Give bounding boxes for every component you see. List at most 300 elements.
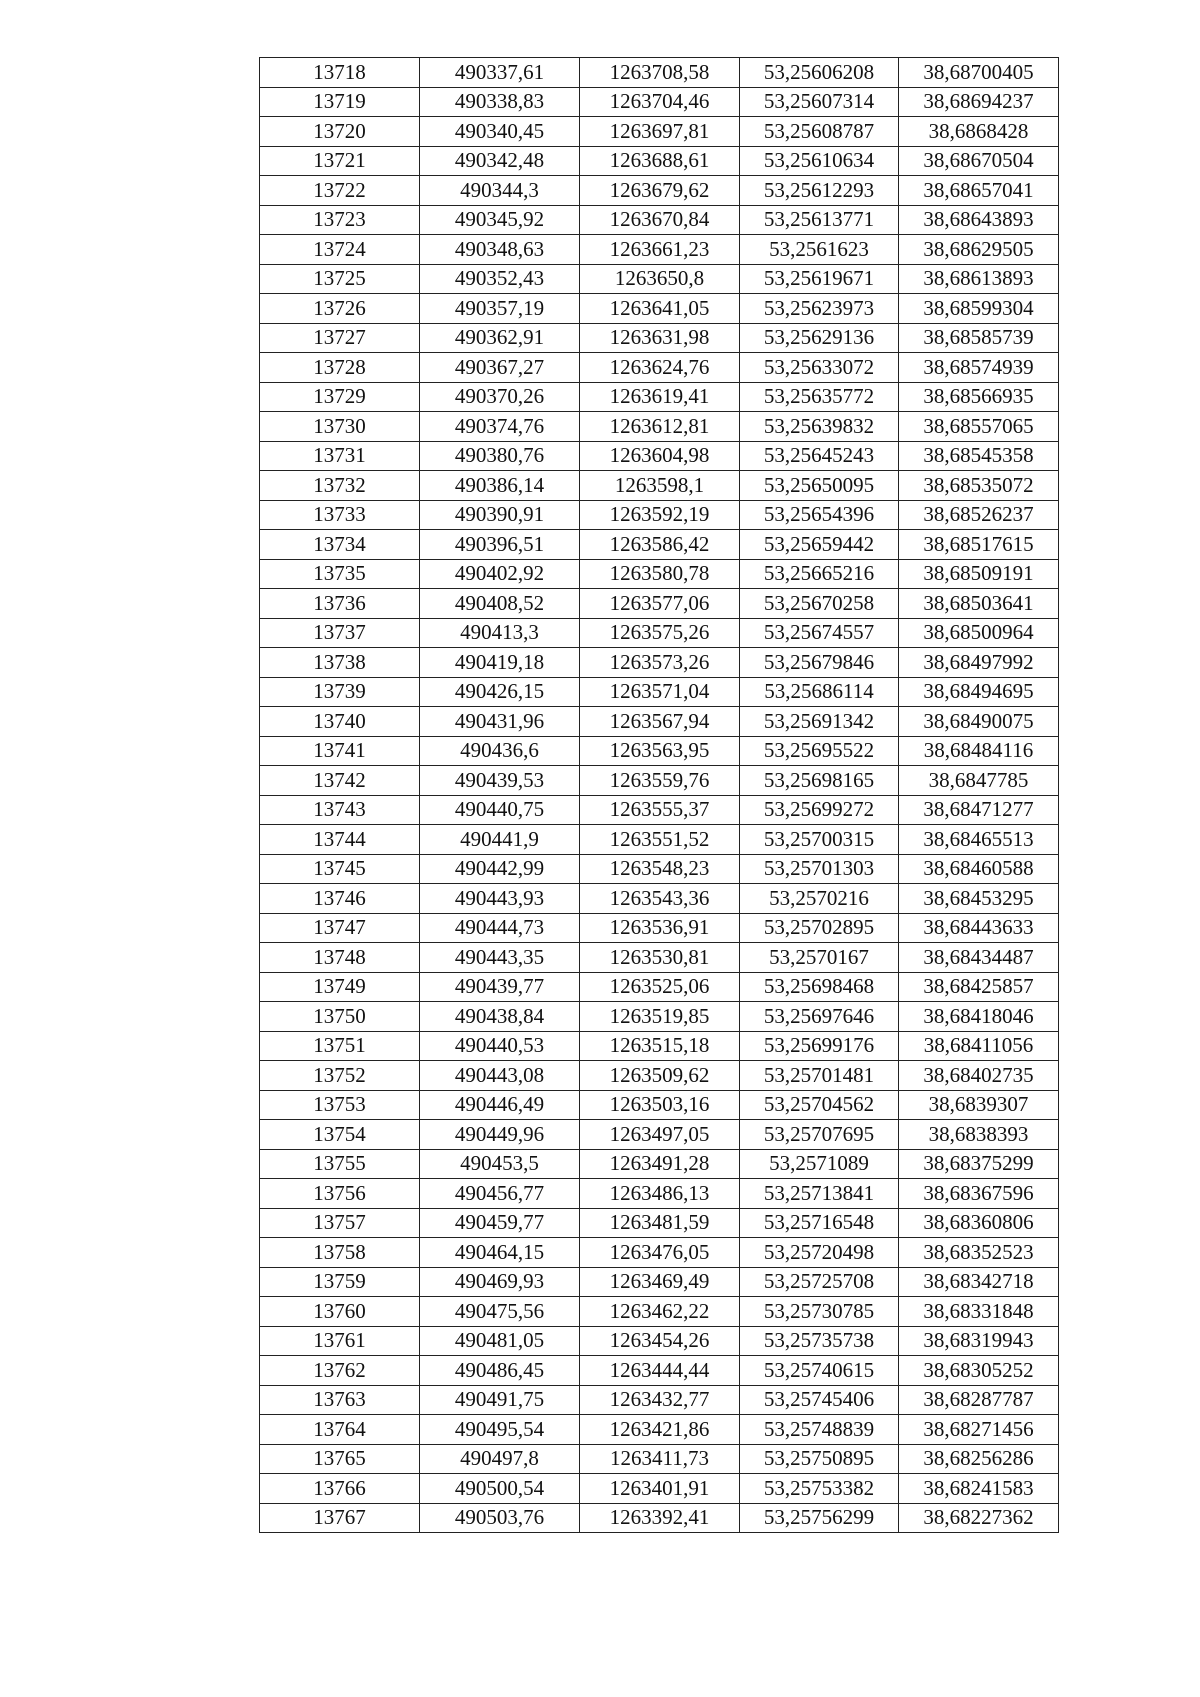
table-row: [260, 264, 1059, 294]
latitude-cell: 53,25619671: [740, 264, 899, 294]
point-number-cell: 13761: [260, 1326, 420, 1356]
latitude-cell: 53,25730785: [740, 1297, 899, 1327]
y-coordinate-cell: 1263462,22: [580, 1297, 740, 1327]
x-coordinate-cell: 490443,93: [420, 884, 580, 914]
table-row: [260, 500, 1059, 530]
x-coordinate-cell: 490374,76: [420, 412, 580, 442]
longitude-cell: 38,68287787: [899, 1385, 1059, 1415]
longitude-cell: 38,68700405: [899, 58, 1059, 88]
latitude-cell: 53,25702895: [740, 913, 899, 943]
x-coordinate-cell: 490438,84: [420, 1002, 580, 1032]
x-coordinate-cell: 490495,54: [420, 1415, 580, 1445]
table-row: [260, 1415, 1059, 1445]
point-number-cell: 13766: [260, 1474, 420, 1504]
x-coordinate-cell: 490436,6: [420, 736, 580, 766]
point-number-cell: 13760: [260, 1297, 420, 1327]
table-row: [260, 412, 1059, 442]
latitude-cell: 53,25740615: [740, 1356, 899, 1386]
longitude-cell: 38,68305252: [899, 1356, 1059, 1386]
table-row: [260, 854, 1059, 884]
y-coordinate-cell: 1263515,18: [580, 1031, 740, 1061]
y-coordinate-cell: 1263563,95: [580, 736, 740, 766]
x-coordinate-cell: 490338,83: [420, 87, 580, 117]
longitude-cell: 38,68342718: [899, 1267, 1059, 1297]
table-row: [260, 471, 1059, 501]
table-row: [260, 913, 1059, 943]
point-number-cell: 13722: [260, 176, 420, 206]
longitude-cell: 38,6868428: [899, 117, 1059, 147]
point-number-cell: 13730: [260, 412, 420, 442]
table-row: [260, 618, 1059, 648]
y-coordinate-cell: 1263697,81: [580, 117, 740, 147]
latitude-cell: 53,25670258: [740, 589, 899, 619]
longitude-cell: 38,68497992: [899, 648, 1059, 678]
longitude-cell: 38,68613893: [899, 264, 1059, 294]
longitude-cell: 38,68418046: [899, 1002, 1059, 1032]
y-coordinate-cell: 1263708,58: [580, 58, 740, 88]
longitude-cell: 38,68643893: [899, 205, 1059, 235]
point-number-cell: 13751: [260, 1031, 420, 1061]
table-row: [260, 1326, 1059, 1356]
y-coordinate-cell: 1263509,62: [580, 1061, 740, 1091]
latitude-cell: 53,25645243: [740, 441, 899, 471]
point-number-cell: 13762: [260, 1356, 420, 1386]
coordinates-table-body: [260, 58, 1059, 1533]
latitude-cell: 53,25635772: [740, 382, 899, 412]
point-number-cell: 13747: [260, 913, 420, 943]
latitude-cell: 53,25704562: [740, 1090, 899, 1120]
x-coordinate-cell: 490380,76: [420, 441, 580, 471]
longitude-cell: 38,68484116: [899, 736, 1059, 766]
longitude-cell: 38,68629505: [899, 235, 1059, 265]
x-coordinate-cell: 490446,49: [420, 1090, 580, 1120]
table-row: [260, 1297, 1059, 1327]
latitude-cell: 53,25633072: [740, 353, 899, 383]
longitude-cell: 38,68360806: [899, 1208, 1059, 1238]
x-coordinate-cell: 490442,99: [420, 854, 580, 884]
x-coordinate-cell: 490464,15: [420, 1238, 580, 1268]
table-row: [260, 87, 1059, 117]
table-row: [260, 825, 1059, 855]
point-number-cell: 13727: [260, 323, 420, 353]
point-number-cell: 13755: [260, 1149, 420, 1179]
longitude-cell: 38,68331848: [899, 1297, 1059, 1327]
longitude-cell: 38,68465513: [899, 825, 1059, 855]
point-number-cell: 13754: [260, 1120, 420, 1150]
longitude-cell: 38,68453295: [899, 884, 1059, 914]
y-coordinate-cell: 1263497,05: [580, 1120, 740, 1150]
table-row: [260, 146, 1059, 176]
point-number-cell: 13742: [260, 766, 420, 796]
y-coordinate-cell: 1263586,42: [580, 530, 740, 560]
point-number-cell: 13720: [260, 117, 420, 147]
latitude-cell: 53,25610634: [740, 146, 899, 176]
latitude-cell: 53,25735738: [740, 1326, 899, 1356]
table-row: [260, 1208, 1059, 1238]
point-number-cell: 13744: [260, 825, 420, 855]
point-number-cell: 13749: [260, 972, 420, 1002]
x-coordinate-cell: 490440,75: [420, 795, 580, 825]
x-coordinate-cell: 490497,8: [420, 1444, 580, 1474]
point-number-cell: 13719: [260, 87, 420, 117]
x-coordinate-cell: 490456,77: [420, 1179, 580, 1209]
table-row: [260, 323, 1059, 353]
longitude-cell: 38,6839307: [899, 1090, 1059, 1120]
latitude-cell: 53,25665216: [740, 559, 899, 589]
table-row: [260, 589, 1059, 619]
y-coordinate-cell: 1263444,44: [580, 1356, 740, 1386]
table-row: [260, 677, 1059, 707]
latitude-cell: 53,25745406: [740, 1385, 899, 1415]
table-row: [260, 1031, 1059, 1061]
longitude-cell: 38,68566935: [899, 382, 1059, 412]
x-coordinate-cell: 490441,9: [420, 825, 580, 855]
longitude-cell: 38,68271456: [899, 1415, 1059, 1445]
point-number-cell: 13765: [260, 1444, 420, 1474]
y-coordinate-cell: 1263679,62: [580, 176, 740, 206]
x-coordinate-cell: 490449,96: [420, 1120, 580, 1150]
y-coordinate-cell: 1263612,81: [580, 412, 740, 442]
x-coordinate-cell: 490367,27: [420, 353, 580, 383]
latitude-cell: 53,25623973: [740, 294, 899, 324]
latitude-cell: 53,2571089: [740, 1149, 899, 1179]
table-row: [260, 972, 1059, 1002]
longitude-cell: 38,68460588: [899, 854, 1059, 884]
point-number-cell: 13731: [260, 441, 420, 471]
longitude-cell: 38,68443633: [899, 913, 1059, 943]
table-row: [260, 294, 1059, 324]
point-number-cell: 13767: [260, 1503, 420, 1533]
longitude-cell: 38,68367596: [899, 1179, 1059, 1209]
x-coordinate-cell: 490453,5: [420, 1149, 580, 1179]
table-row: [260, 205, 1059, 235]
table-row: [260, 795, 1059, 825]
x-coordinate-cell: 490419,18: [420, 648, 580, 678]
latitude-cell: 53,25686114: [740, 677, 899, 707]
point-number-cell: 13723: [260, 205, 420, 235]
x-coordinate-cell: 490481,05: [420, 1326, 580, 1356]
coordinates-table: [259, 57, 1059, 1533]
longitude-cell: 38,68657041: [899, 176, 1059, 206]
point-number-cell: 13750: [260, 1002, 420, 1032]
table-row: [260, 1356, 1059, 1386]
x-coordinate-cell: 490396,51: [420, 530, 580, 560]
table-row: [260, 1474, 1059, 1504]
latitude-cell: 53,25756299: [740, 1503, 899, 1533]
latitude-cell: 53,25613771: [740, 205, 899, 235]
longitude-cell: 38,68471277: [899, 795, 1059, 825]
y-coordinate-cell: 1263661,23: [580, 235, 740, 265]
longitude-cell: 38,68434487: [899, 943, 1059, 973]
latitude-cell: 53,25750895: [740, 1444, 899, 1474]
x-coordinate-cell: 490500,54: [420, 1474, 580, 1504]
longitude-cell: 38,68494695: [899, 677, 1059, 707]
table-row: [260, 441, 1059, 471]
latitude-cell: 53,25679846: [740, 648, 899, 678]
table-row: [260, 1444, 1059, 1474]
longitude-cell: 38,68585739: [899, 323, 1059, 353]
point-number-cell: 13745: [260, 854, 420, 884]
latitude-cell: 53,25629136: [740, 323, 899, 353]
x-coordinate-cell: 490426,15: [420, 677, 580, 707]
longitude-cell: 38,68670504: [899, 146, 1059, 176]
longitude-cell: 38,68256286: [899, 1444, 1059, 1474]
longitude-cell: 38,68503641: [899, 589, 1059, 619]
latitude-cell: 53,2570167: [740, 943, 899, 973]
y-coordinate-cell: 1263650,8: [580, 264, 740, 294]
point-number-cell: 13743: [260, 795, 420, 825]
longitude-cell: 38,68500964: [899, 618, 1059, 648]
longitude-cell: 38,68557065: [899, 412, 1059, 442]
latitude-cell: 53,25699272: [740, 795, 899, 825]
x-coordinate-cell: 490352,43: [420, 264, 580, 294]
table-row: [260, 766, 1059, 796]
table-row: [260, 1061, 1059, 1091]
longitude-cell: 38,68694237: [899, 87, 1059, 117]
latitude-cell: 53,2561623: [740, 235, 899, 265]
y-coordinate-cell: 1263392,41: [580, 1503, 740, 1533]
latitude-cell: 53,25698165: [740, 766, 899, 796]
y-coordinate-cell: 1263486,13: [580, 1179, 740, 1209]
latitude-cell: 53,25698468: [740, 972, 899, 1002]
x-coordinate-cell: 490413,3: [420, 618, 580, 648]
longitude-cell: 38,68526237: [899, 500, 1059, 530]
latitude-cell: 53,25612293: [740, 176, 899, 206]
table-row: [260, 1503, 1059, 1533]
point-number-cell: 13757: [260, 1208, 420, 1238]
point-number-cell: 13721: [260, 146, 420, 176]
latitude-cell: 53,25725708: [740, 1267, 899, 1297]
point-number-cell: 13734: [260, 530, 420, 560]
y-coordinate-cell: 1263525,06: [580, 972, 740, 1002]
x-coordinate-cell: 490386,14: [420, 471, 580, 501]
y-coordinate-cell: 1263688,61: [580, 146, 740, 176]
latitude-cell: 53,25606208: [740, 58, 899, 88]
x-coordinate-cell: 490439,53: [420, 766, 580, 796]
point-number-cell: 13746: [260, 884, 420, 914]
table-row: [260, 117, 1059, 147]
x-coordinate-cell: 490342,48: [420, 146, 580, 176]
latitude-cell: 53,25701481: [740, 1061, 899, 1091]
y-coordinate-cell: 1263555,37: [580, 795, 740, 825]
table-row: [260, 1002, 1059, 1032]
point-number-cell: 13752: [260, 1061, 420, 1091]
x-coordinate-cell: 490390,91: [420, 500, 580, 530]
x-coordinate-cell: 490444,73: [420, 913, 580, 943]
latitude-cell: 53,2570216: [740, 884, 899, 914]
point-number-cell: 13738: [260, 648, 420, 678]
y-coordinate-cell: 1263641,05: [580, 294, 740, 324]
point-number-cell: 13733: [260, 500, 420, 530]
table-row: [260, 176, 1059, 206]
x-coordinate-cell: 490362,91: [420, 323, 580, 353]
y-coordinate-cell: 1263631,98: [580, 323, 740, 353]
table-row: [260, 530, 1059, 560]
table-row: [260, 884, 1059, 914]
longitude-cell: 38,68425857: [899, 972, 1059, 1002]
latitude-cell: 53,25691342: [740, 707, 899, 737]
table-row: [260, 235, 1059, 265]
latitude-cell: 53,25608787: [740, 117, 899, 147]
y-coordinate-cell: 1263580,78: [580, 559, 740, 589]
table-row: [260, 707, 1059, 737]
latitude-cell: 53,25701303: [740, 854, 899, 884]
y-coordinate-cell: 1263598,1: [580, 471, 740, 501]
y-coordinate-cell: 1263536,91: [580, 913, 740, 943]
y-coordinate-cell: 1263519,85: [580, 1002, 740, 1032]
y-coordinate-cell: 1263704,46: [580, 87, 740, 117]
x-coordinate-cell: 490491,75: [420, 1385, 580, 1415]
point-number-cell: 13724: [260, 235, 420, 265]
latitude-cell: 53,25650095: [740, 471, 899, 501]
x-coordinate-cell: 490440,53: [420, 1031, 580, 1061]
longitude-cell: 38,68490075: [899, 707, 1059, 737]
point-number-cell: 13732: [260, 471, 420, 501]
y-coordinate-cell: 1263503,16: [580, 1090, 740, 1120]
longitude-cell: 38,68411056: [899, 1031, 1059, 1061]
point-number-cell: 13735: [260, 559, 420, 589]
x-coordinate-cell: 490337,61: [420, 58, 580, 88]
point-number-cell: 13759: [260, 1267, 420, 1297]
x-coordinate-cell: 490443,08: [420, 1061, 580, 1091]
y-coordinate-cell: 1263432,77: [580, 1385, 740, 1415]
point-number-cell: 13748: [260, 943, 420, 973]
latitude-cell: 53,25674557: [740, 618, 899, 648]
latitude-cell: 53,25748839: [740, 1415, 899, 1445]
x-coordinate-cell: 490370,26: [420, 382, 580, 412]
longitude-cell: 38,68545358: [899, 441, 1059, 471]
longitude-cell: 38,68319943: [899, 1326, 1059, 1356]
table-row: [260, 353, 1059, 383]
y-coordinate-cell: 1263491,28: [580, 1149, 740, 1179]
latitude-cell: 53,25654396: [740, 500, 899, 530]
y-coordinate-cell: 1263573,26: [580, 648, 740, 678]
y-coordinate-cell: 1263551,52: [580, 825, 740, 855]
x-coordinate-cell: 490431,96: [420, 707, 580, 737]
y-coordinate-cell: 1263548,23: [580, 854, 740, 884]
point-number-cell: 13736: [260, 589, 420, 619]
y-coordinate-cell: 1263469,49: [580, 1267, 740, 1297]
point-number-cell: 13758: [260, 1238, 420, 1268]
y-coordinate-cell: 1263559,76: [580, 766, 740, 796]
y-coordinate-cell: 1263421,86: [580, 1415, 740, 1445]
latitude-cell: 53,25700315: [740, 825, 899, 855]
latitude-cell: 53,25695522: [740, 736, 899, 766]
y-coordinate-cell: 1263530,81: [580, 943, 740, 973]
x-coordinate-cell: 490439,77: [420, 972, 580, 1002]
y-coordinate-cell: 1263670,84: [580, 205, 740, 235]
point-number-cell: 13756: [260, 1179, 420, 1209]
y-coordinate-cell: 1263619,41: [580, 382, 740, 412]
table-row: [260, 736, 1059, 766]
table-row: [260, 1179, 1059, 1209]
longitude-cell: 38,68535072: [899, 471, 1059, 501]
x-coordinate-cell: 490345,92: [420, 205, 580, 235]
point-number-cell: 13739: [260, 677, 420, 707]
table-row: [260, 382, 1059, 412]
latitude-cell: 53,25699176: [740, 1031, 899, 1061]
x-coordinate-cell: 490459,77: [420, 1208, 580, 1238]
table-row: [260, 648, 1059, 678]
point-number-cell: 13725: [260, 264, 420, 294]
x-coordinate-cell: 490469,93: [420, 1267, 580, 1297]
table-row: [260, 1267, 1059, 1297]
latitude-cell: 53,25707695: [740, 1120, 899, 1150]
x-coordinate-cell: 490408,52: [420, 589, 580, 619]
y-coordinate-cell: 1263481,59: [580, 1208, 740, 1238]
x-coordinate-cell: 490486,45: [420, 1356, 580, 1386]
table-row: [260, 559, 1059, 589]
y-coordinate-cell: 1263604,98: [580, 441, 740, 471]
table-row: [260, 1385, 1059, 1415]
table-row: [260, 943, 1059, 973]
y-coordinate-cell: 1263454,26: [580, 1326, 740, 1356]
point-number-cell: 13729: [260, 382, 420, 412]
point-number-cell: 13718: [260, 58, 420, 88]
point-number-cell: 13764: [260, 1415, 420, 1445]
table-row: [260, 1238, 1059, 1268]
table-row: [260, 1120, 1059, 1150]
x-coordinate-cell: 490348,63: [420, 235, 580, 265]
x-coordinate-cell: 490340,45: [420, 117, 580, 147]
longitude-cell: 38,68241583: [899, 1474, 1059, 1504]
longitude-cell: 38,68509191: [899, 559, 1059, 589]
point-number-cell: 13741: [260, 736, 420, 766]
point-number-cell: 13763: [260, 1385, 420, 1415]
point-number-cell: 13753: [260, 1090, 420, 1120]
table-row: [260, 1090, 1059, 1120]
x-coordinate-cell: 490402,92: [420, 559, 580, 589]
x-coordinate-cell: 490357,19: [420, 294, 580, 324]
latitude-cell: 53,25697646: [740, 1002, 899, 1032]
longitude-cell: 38,68227362: [899, 1503, 1059, 1533]
y-coordinate-cell: 1263577,06: [580, 589, 740, 619]
point-number-cell: 13728: [260, 353, 420, 383]
y-coordinate-cell: 1263567,94: [580, 707, 740, 737]
y-coordinate-cell: 1263624,76: [580, 353, 740, 383]
table-row: [260, 58, 1059, 88]
longitude-cell: 38,6847785: [899, 766, 1059, 796]
y-coordinate-cell: 1263476,05: [580, 1238, 740, 1268]
longitude-cell: 38,68517615: [899, 530, 1059, 560]
latitude-cell: 53,25659442: [740, 530, 899, 560]
latitude-cell: 53,25607314: [740, 87, 899, 117]
y-coordinate-cell: 1263543,36: [580, 884, 740, 914]
latitude-cell: 53,25753382: [740, 1474, 899, 1504]
latitude-cell: 53,25713841: [740, 1179, 899, 1209]
latitude-cell: 53,25716548: [740, 1208, 899, 1238]
y-coordinate-cell: 1263575,26: [580, 618, 740, 648]
y-coordinate-cell: 1263571,04: [580, 677, 740, 707]
point-number-cell: 13737: [260, 618, 420, 648]
latitude-cell: 53,25720498: [740, 1238, 899, 1268]
longitude-cell: 38,68574939: [899, 353, 1059, 383]
longitude-cell: 38,68375299: [899, 1149, 1059, 1179]
x-coordinate-cell: 490344,3: [420, 176, 580, 206]
longitude-cell: 38,68599304: [899, 294, 1059, 324]
longitude-cell: 38,68402735: [899, 1061, 1059, 1091]
point-number-cell: 13740: [260, 707, 420, 737]
latitude-cell: 53,25639832: [740, 412, 899, 442]
point-number-cell: 13726: [260, 294, 420, 324]
longitude-cell: 38,6838393: [899, 1120, 1059, 1150]
x-coordinate-cell: 490443,35: [420, 943, 580, 973]
y-coordinate-cell: 1263592,19: [580, 500, 740, 530]
x-coordinate-cell: 490475,56: [420, 1297, 580, 1327]
longitude-cell: 38,68352523: [899, 1238, 1059, 1268]
table-row: [260, 1149, 1059, 1179]
y-coordinate-cell: 1263411,73: [580, 1444, 740, 1474]
